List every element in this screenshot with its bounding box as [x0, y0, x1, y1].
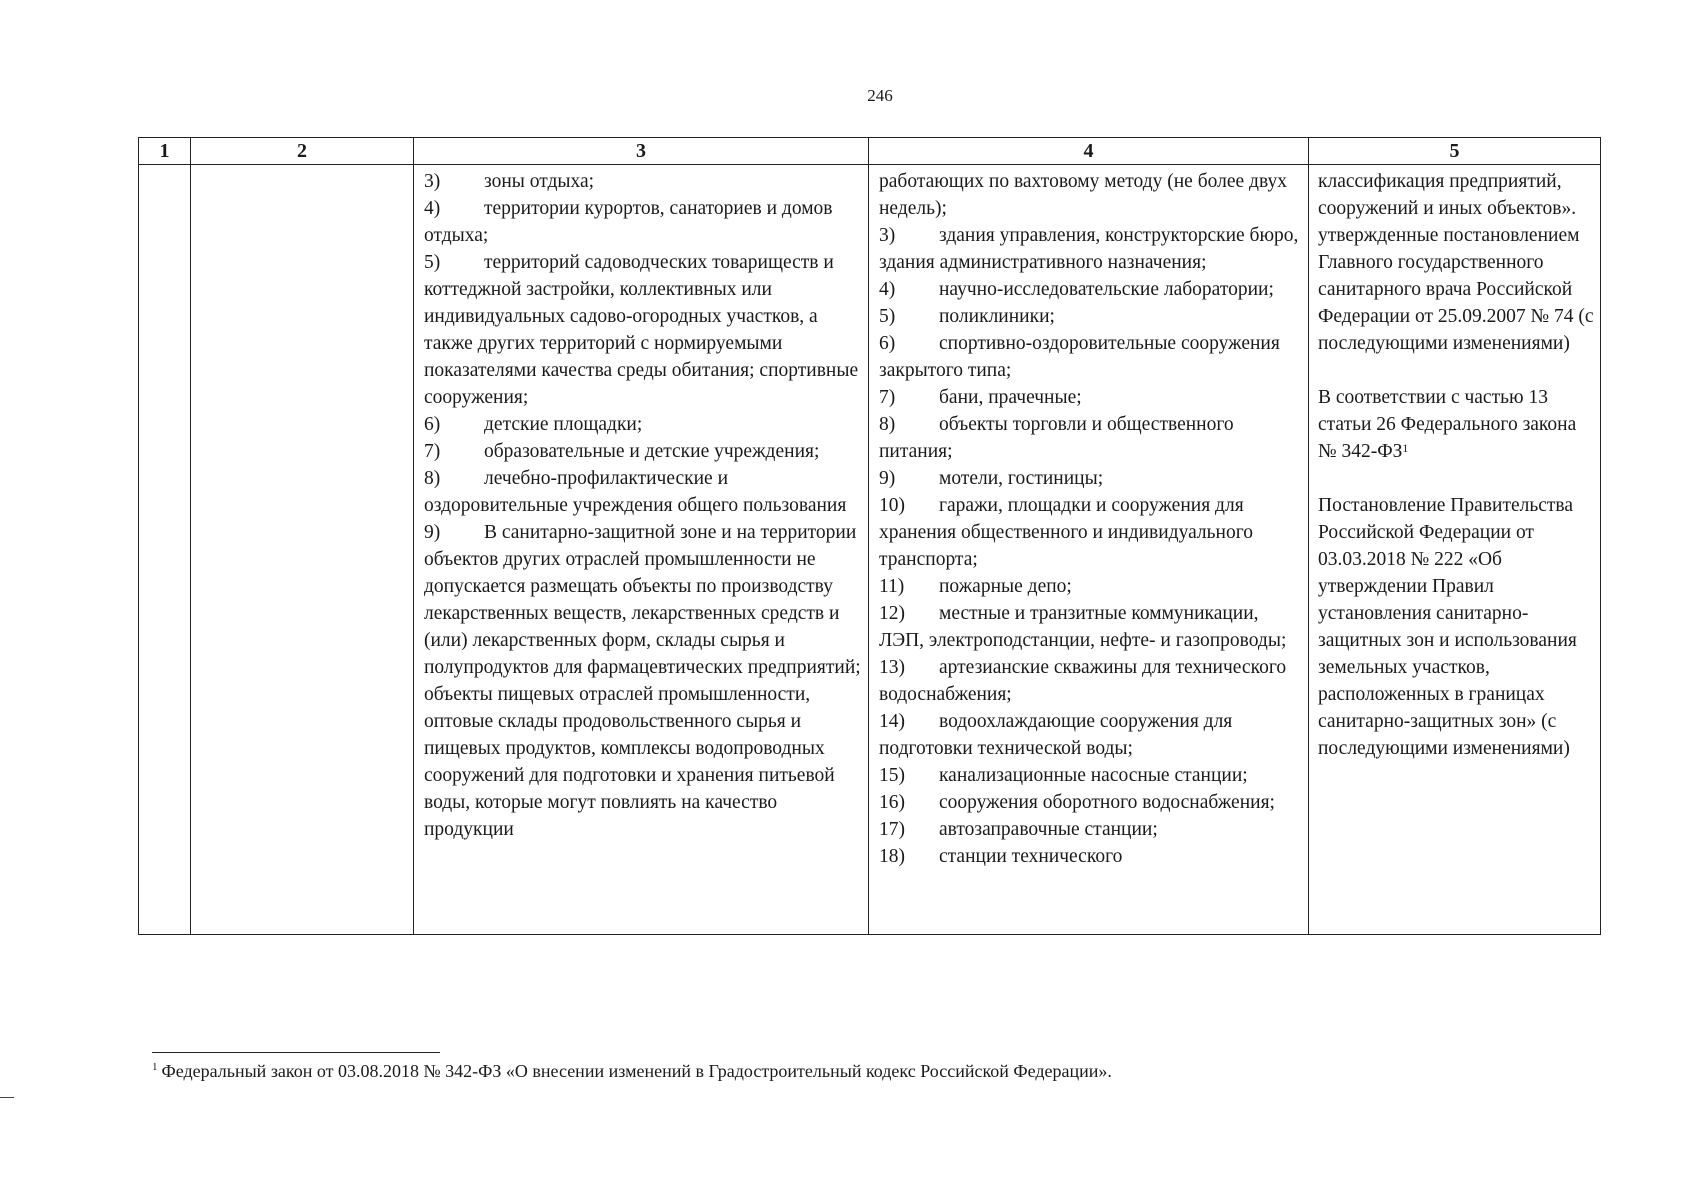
page-number: 246 — [867, 86, 893, 105]
list-item — [879, 573, 1302, 600]
list-item — [879, 654, 1302, 708]
list-item — [879, 600, 1302, 654]
reference-paragraph-2 — [1318, 384, 1594, 465]
list-item-number: 8) — [879, 414, 896, 435]
list-item-text: гаражи, площадки и сооружения для хранения общественного и индивидуального транспорта; — [879, 495, 1253, 570]
list-item-text: территории курортов, санаториев и домов отдыха; — [424, 198, 833, 246]
list-item — [879, 492, 1302, 573]
list-item-text: канализационные насосные станции; — [939, 765, 1248, 786]
list-item-text: лечебно-профилактические и оздоровительные учреждения общего пользования — [424, 468, 847, 516]
list-item-text: В санитарно-защитной зоне и на территории объектов других отраслей промышленности не допускается размещать объекты по производству лекарственных веществ, лекарственных средств и (или) лекарственных форм, склады сырья и полупродуктов для фармацевтических предприятий; объекты пищевых отраслей промышленности, оптовые склады продовольственного сырья и пищевых продуктов, комплексы водопроводных сооружений для подготовки и хранения питьевой воды, которые могут повлиять на качество продукции — [424, 522, 861, 840]
list-item-number: 6) — [424, 414, 441, 435]
cell-col-1 — [139, 165, 191, 935]
list-item — [879, 330, 1302, 384]
list-item — [879, 384, 1302, 411]
table-row — [139, 165, 1601, 935]
list-item-number: 14) — [879, 711, 905, 732]
list-item — [424, 249, 862, 411]
list-item — [879, 708, 1302, 762]
col4-list — [869, 165, 1308, 870]
footnote-rule — [152, 1052, 440, 1053]
list-item-number: 15) — [879, 765, 905, 786]
col3-list — [414, 165, 868, 843]
list-item-number: 17) — [879, 819, 905, 840]
list-item-number: 3) — [879, 225, 896, 246]
column-header-3: 3 — [414, 138, 869, 165]
footnote-mark: 1 — [152, 1061, 158, 1073]
list-item-text: пожарные депо; — [939, 576, 1072, 597]
list-item-number: 5) — [424, 252, 441, 273]
list-item-number: 10) — [879, 495, 905, 516]
list-item-text: здания управления, конструкторские бюро, здания административного назначения; — [879, 225, 1299, 273]
margin-mark — [0, 1097, 14, 1098]
list-item — [879, 843, 1302, 870]
list-item — [879, 222, 1302, 276]
reference-paragraph-1: классификация предприятий, сооружений и иных объектов». утвержденные постановлением Главного государственного санитарного врача Российской Федерации от 25.09.2007 № 74 (с последующими изменениями) — [1318, 171, 1594, 354]
list-item — [879, 789, 1302, 816]
list-item — [424, 195, 862, 249]
list-item-text: поликлиники; — [939, 306, 1055, 327]
list-item — [879, 303, 1302, 330]
list-item-number: 9) — [879, 468, 896, 489]
list-item — [879, 276, 1302, 303]
list-item-text: водоохлаждающие сооружения для подготовки технической воды; — [879, 711, 1233, 759]
list-item-number: 4) — [879, 279, 896, 300]
list-item-number: 12) — [879, 603, 905, 624]
list-item-text: научно-исследовательские лаборатории; — [939, 279, 1274, 300]
list-item — [879, 762, 1302, 789]
column-header-4: 4 — [869, 138, 1309, 165]
list-item-text: артезианские скважины для технического водоснабжения; — [879, 657, 1287, 705]
list-item — [424, 168, 862, 195]
list-item-number: 7) — [424, 441, 441, 462]
list-item-number: 3) — [424, 171, 441, 192]
list-item-number: 4) — [424, 198, 441, 219]
list-item-text: автозаправочные станции; — [939, 819, 1158, 840]
footnote-text: Федеральный закон от 03.08.2018 № 342-ФЗ «О внесении изменений в Градостроительный кодекс Российской Федерации». — [161, 1061, 1112, 1081]
column-header-1: 1 — [139, 138, 191, 165]
list-item-number: 11) — [879, 576, 905, 597]
list-item — [879, 816, 1302, 843]
table-header-row — [139, 138, 1601, 165]
list-item-text: станции технического — [939, 846, 1123, 867]
list-item — [879, 411, 1302, 465]
list-item-number: 13) — [879, 657, 905, 678]
list-item-text: спортивно-оздоровительные сооружения закрытого типа; — [879, 333, 1280, 381]
list-item — [424, 519, 862, 843]
list-item-number: 16) — [879, 792, 905, 813]
list-item-text: объекты торговли и общественного питания; — [879, 414, 1234, 462]
list-item-text: местные и транзитные коммуникации, ЛЭП, электроподстанции, нефте- и газопроводы; — [879, 603, 1287, 651]
list-item-text: мотели, гостиницы; — [939, 468, 1104, 489]
list-item-number: 7) — [879, 387, 896, 408]
footnote — [152, 1060, 1452, 1082]
list-item-text: бани, прачечные; — [939, 387, 1082, 408]
list-item-text: зоны отдыха; — [484, 171, 595, 192]
cell-col-4 — [869, 165, 1309, 935]
footnote-ref: 1 — [1402, 441, 1409, 455]
list-item-text: сооружения оборотного водоснабжения; — [939, 792, 1275, 813]
list-item-number: 18) — [879, 846, 905, 867]
list-item-number: 5) — [879, 306, 896, 327]
col5-references — [1309, 165, 1600, 762]
cell-col-3 — [414, 165, 869, 935]
list-item — [424, 465, 862, 519]
list-item-text: детские площадки; — [484, 414, 643, 435]
list-item — [424, 438, 862, 465]
col4-intro: работающих по вахтовому методу (не более двух недель); — [879, 171, 1287, 219]
column-header-2: 2 — [191, 138, 414, 165]
cell-col-2 — [191, 165, 414, 935]
list-item-text: образовательные и детские учреждения; — [484, 441, 820, 462]
regulation-table — [138, 137, 1601, 935]
reference-paragraph-3: Постановление Правительства Российской Федерации от 03.03.2018 № 222 «Об утверждении Правил установления санитарно-защитных зон и использования земельных участков, расположенных в границах санитарно-защитных зон» (с последующими изменениями) — [1318, 495, 1577, 759]
list-item — [879, 465, 1302, 492]
column-header-5: 5 — [1309, 138, 1601, 165]
list-item-number: 8) — [424, 468, 441, 489]
list-item-number: 9) — [424, 522, 441, 543]
list-item — [424, 411, 862, 438]
reference-paragraph-2-text: В соответствии с частью 13 статьи 26 Федерального закона № 342-ФЗ — [1318, 387, 1577, 462]
list-item-number: 6) — [879, 333, 896, 354]
cell-col-5 — [1309, 165, 1601, 935]
list-item-text: территорий садоводческих товариществ и коттеджной застройки, коллективных или индивидуальных садово-огородных участков, а также других территорий с нормируемыми показателями качества среды обитания; спортивные сооружения; — [424, 252, 859, 408]
